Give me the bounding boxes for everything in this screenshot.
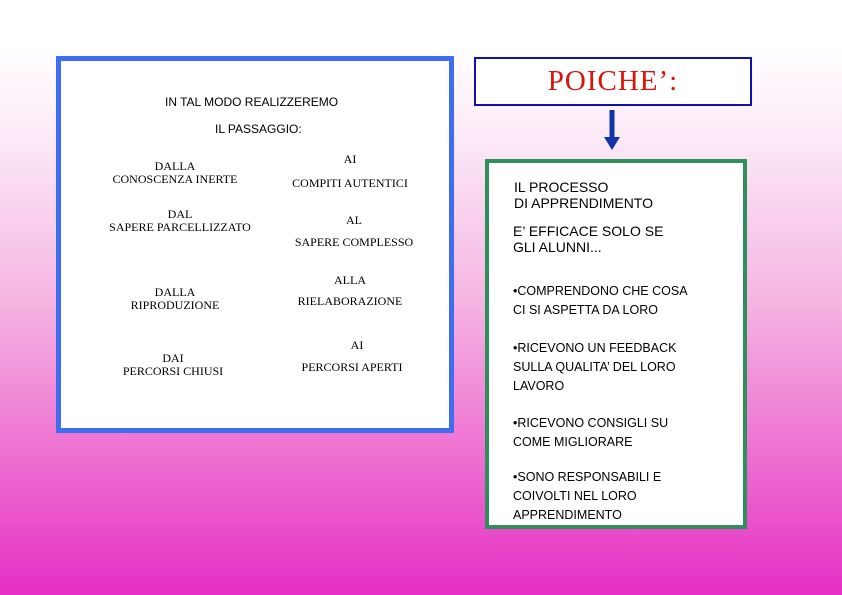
from-item-1-line1: DALLA	[154, 159, 196, 173]
bullet-icon: •	[513, 416, 518, 430]
bullet-3-line2: COME MIGLIORARE	[513, 435, 633, 449]
bullet-item-2	[513, 339, 676, 396]
to-item-4: PERCORSI APERTI	[301, 360, 403, 374]
from-item-1	[100, 160, 250, 186]
bullet-4-line2: COIVOLTI NEL LORO	[513, 489, 637, 503]
from-item-2-line2: SAPERE PARCELLIZZATO	[109, 220, 251, 234]
from-item-3-line1: DALLA	[154, 285, 196, 299]
from-item-4-line1: DAI	[162, 351, 184, 365]
intro-line-1: IL PROCESSO	[514, 179, 609, 195]
bullet-item-3	[513, 414, 668, 452]
to-item-3: RIELABORAZIONE	[297, 294, 403, 308]
from-item-2	[95, 208, 265, 234]
from-item-4-line2: PERCORSI CHIUSI	[122, 364, 224, 378]
bullet-item-1	[513, 282, 688, 320]
intro-line-4: GLI ALUNNI...	[513, 239, 602, 255]
arrow-down-icon	[604, 110, 620, 150]
intro-line-3: E’ EFFICACE SOLO SE	[513, 223, 664, 239]
right-intro-1	[514, 179, 653, 211]
from-item-2-line1: DAL	[167, 207, 193, 221]
left-heading: IN TAL MODO REALIZZEREMO	[165, 95, 339, 109]
bullet-2-line3: LAVORO	[513, 379, 565, 393]
bullet-1-line2: CI SI ASPETTA DA LORO	[513, 303, 658, 317]
left-subheading: IL PASSAGGIO:	[215, 122, 302, 136]
to-item-1: COMPITI AUTENTICI	[292, 176, 408, 190]
bullet-1-line1: COMPRENDONO CHE COSA	[517, 284, 688, 298]
right-intro-2	[513, 223, 663, 255]
intro-line-2: DI APPRENDIMENTO	[514, 195, 653, 211]
to-prep-2: AL	[346, 213, 362, 227]
bullet-icon: •	[513, 284, 518, 298]
title-text: POICHE’:	[547, 65, 679, 97]
to-prep-4: AI	[350, 338, 364, 352]
to-prep-3: ALLA	[334, 273, 366, 287]
from-item-1-line2: CONOSCENZA INERTE	[112, 172, 238, 186]
from-item-3-line2: RIPRODUZIONE	[130, 298, 220, 312]
bullet-2-line1: RICEVONO UN FEEDBACK	[517, 341, 677, 355]
to-item-2: SAPERE COMPLESSO	[294, 235, 414, 249]
from-item-4	[98, 352, 248, 378]
bullet-4-line3: APPRENDIMENTO	[513, 508, 622, 522]
bullet-icon: •	[513, 341, 518, 355]
bullet-4-line1: SONO RESPONSABILI E	[517, 470, 662, 484]
title-box	[474, 57, 752, 106]
bullet-3-line1: RICEVONO CONSIGLI SU	[517, 416, 669, 430]
to-prep-1: AI	[343, 152, 357, 166]
from-item-3	[100, 286, 250, 312]
bullet-icon: •	[513, 470, 518, 484]
bullet-item-4	[513, 468, 661, 525]
bullet-2-line2: SULLA QUALITA’ DEL LORO	[513, 360, 676, 374]
